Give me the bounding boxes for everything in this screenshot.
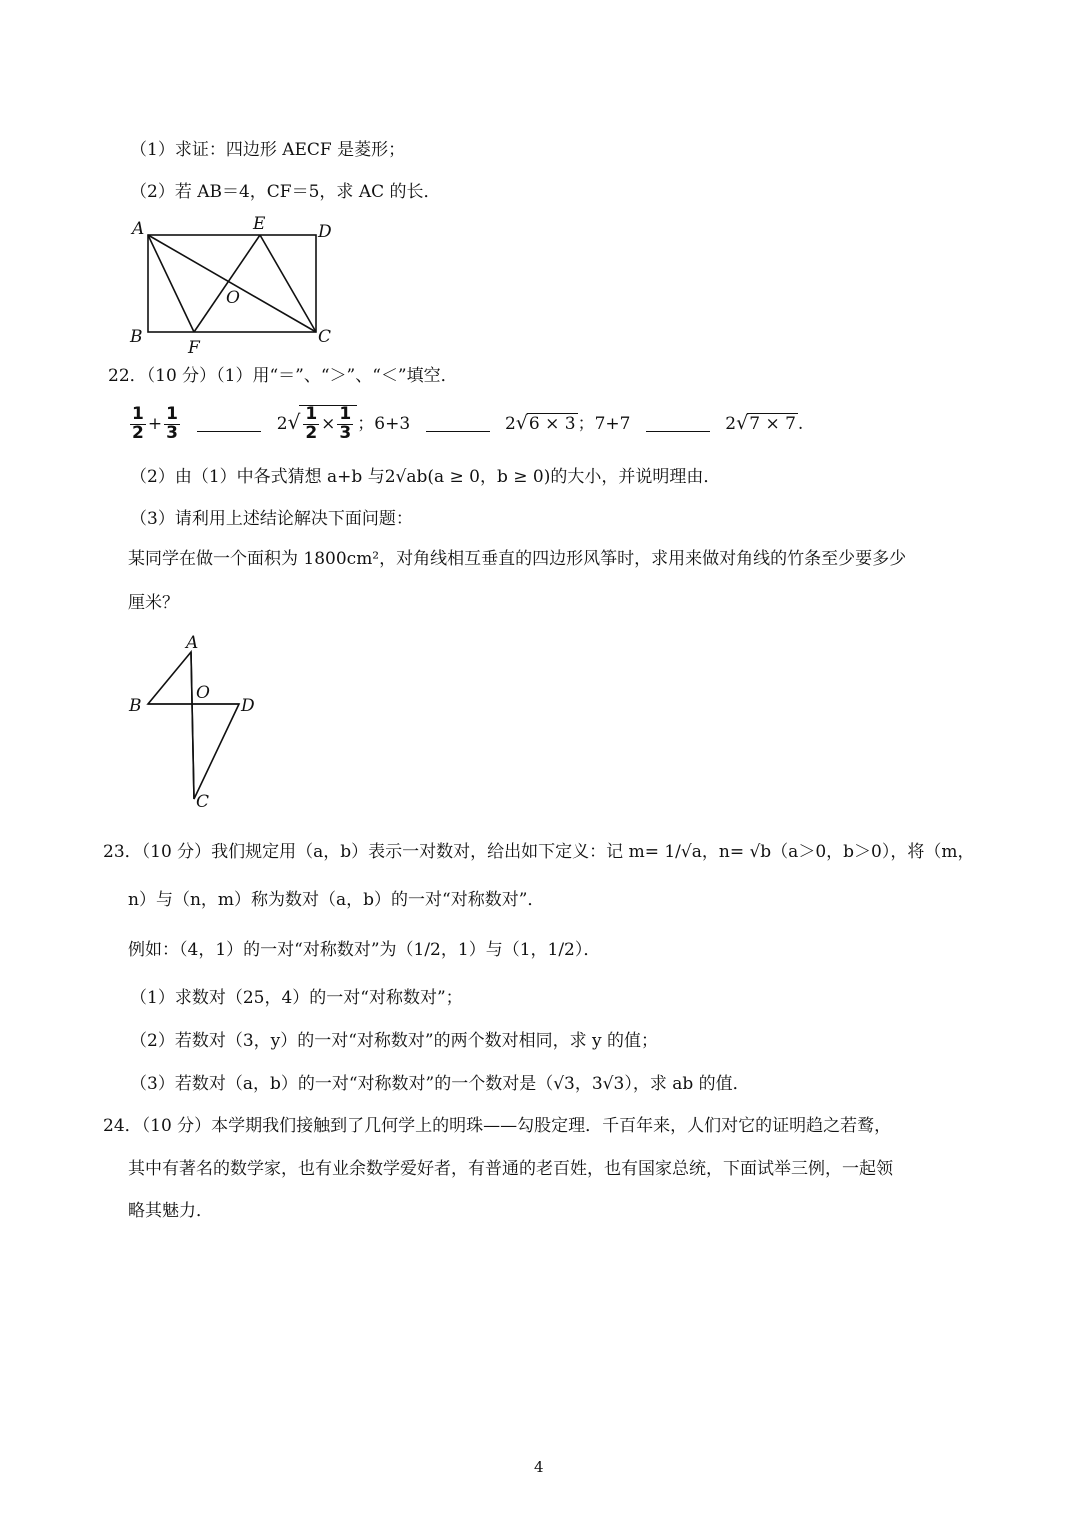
q21-part1: （1）求证：四边形 AECF 是菱形； — [130, 140, 406, 160]
label-b: B — [129, 696, 142, 716]
label-o: O — [196, 683, 210, 703]
sqrt-7x7: 7 × 7 — [749, 413, 796, 434]
diagonal-ac — [191, 652, 194, 799]
label-c: C — [196, 792, 210, 812]
q24-line1: 24．（10 分）本学期我们接触到了几何学上的明珠——勾股定理．千百年来，人们对它的证明趋之若鹜， — [103, 1116, 892, 1136]
sqrt-product-fracs: √ — [287, 409, 301, 434]
sqrt-6x3: 6 × 3 — [528, 413, 576, 434]
q22-header: 22．（10 分）（1）用“＝”、“＞”、“＜”填空． — [108, 366, 458, 386]
label-d: D — [318, 222, 332, 242]
segment-fe — [194, 235, 260, 332]
q23-line1: 23．（10 分）我们规定用（a，b）表示一对数对，给出如下定义：记 m= 1/√a，n= √b（a＞0，b＞0），将（m， — [103, 842, 975, 862]
q24-line2: 其中有著名的数学家，也有业余数学爱好者，有普通的老百姓，也有国家总统，下面试举三例，一起领 — [128, 1159, 893, 1179]
label-f: F — [188, 338, 200, 358]
q23-part2: （2）若数对（3，y）的一对“对称数对”的两个数对相同，求 y 的值； — [130, 1031, 659, 1051]
q24-line3: 略其魅力． — [128, 1201, 213, 1221]
label-a: A — [186, 633, 199, 653]
answer-blank-3 — [646, 417, 710, 432]
answer-blank-2 — [426, 417, 490, 432]
frac-third: $\frac{1}{3}$ — [166, 404, 178, 443]
label-b: B — [130, 327, 143, 347]
segment-af — [148, 235, 194, 332]
q22-problem-line1: 某同学在做一个面积为 1800cm²，对角线相互垂直的四边形风筝时，求用来做对角线的竹条至少要多少 — [128, 549, 907, 569]
q22-comparison-line: $\frac{1}{2}$ + $\frac{1}{3}$ 2√ $\frac{1}{2}$ × $\frac{1}{3}$ ；6+3 2√6 × 3 ；7+7 2√7 × 7 . — [132, 404, 804, 443]
q23-line2: n）与（n，m）称为数对（a，b）的一对“对称数对”． — [128, 890, 545, 910]
segment-ec — [260, 235, 316, 332]
q21-part2: （2）若 AB＝4，CF＝5，求 AC 的长． — [130, 182, 441, 202]
label-o: O — [226, 288, 240, 308]
label-a: A — [132, 219, 145, 239]
kite-figure — [120, 632, 270, 812]
diagonal-ac — [148, 235, 316, 332]
answer-blank-1 — [197, 417, 261, 432]
q22-part2: （2）由（1）中各式猜想 a+b 与2√ab(a ≥ 0，b ≥ 0)的大小，并说明理由． — [130, 467, 721, 487]
q23-part1: （1）求数对（25，4）的一对“对称数对”； — [130, 988, 463, 1008]
q22-problem-line2: 厘米？ — [128, 593, 179, 613]
label-d: D — [241, 696, 255, 716]
frac-half: $\frac{1}{2}$ — [132, 404, 144, 443]
q22-part3: （3）请利用上述结论解决下面问题： — [130, 509, 413, 529]
q23-example: 例如：（4，1）的一对“对称数对”为（1/2，1）与（1，1/2）． — [128, 940, 601, 960]
label-e: E — [253, 214, 266, 234]
rectangle-figure — [125, 210, 340, 360]
page-number: 4 — [534, 1458, 544, 1476]
q23-part3: （3）若数对（a，b）的一对“对称数对”的一个数对是（√3，3√3），求 ab 的值． — [130, 1074, 750, 1094]
label-c: C — [318, 327, 332, 347]
